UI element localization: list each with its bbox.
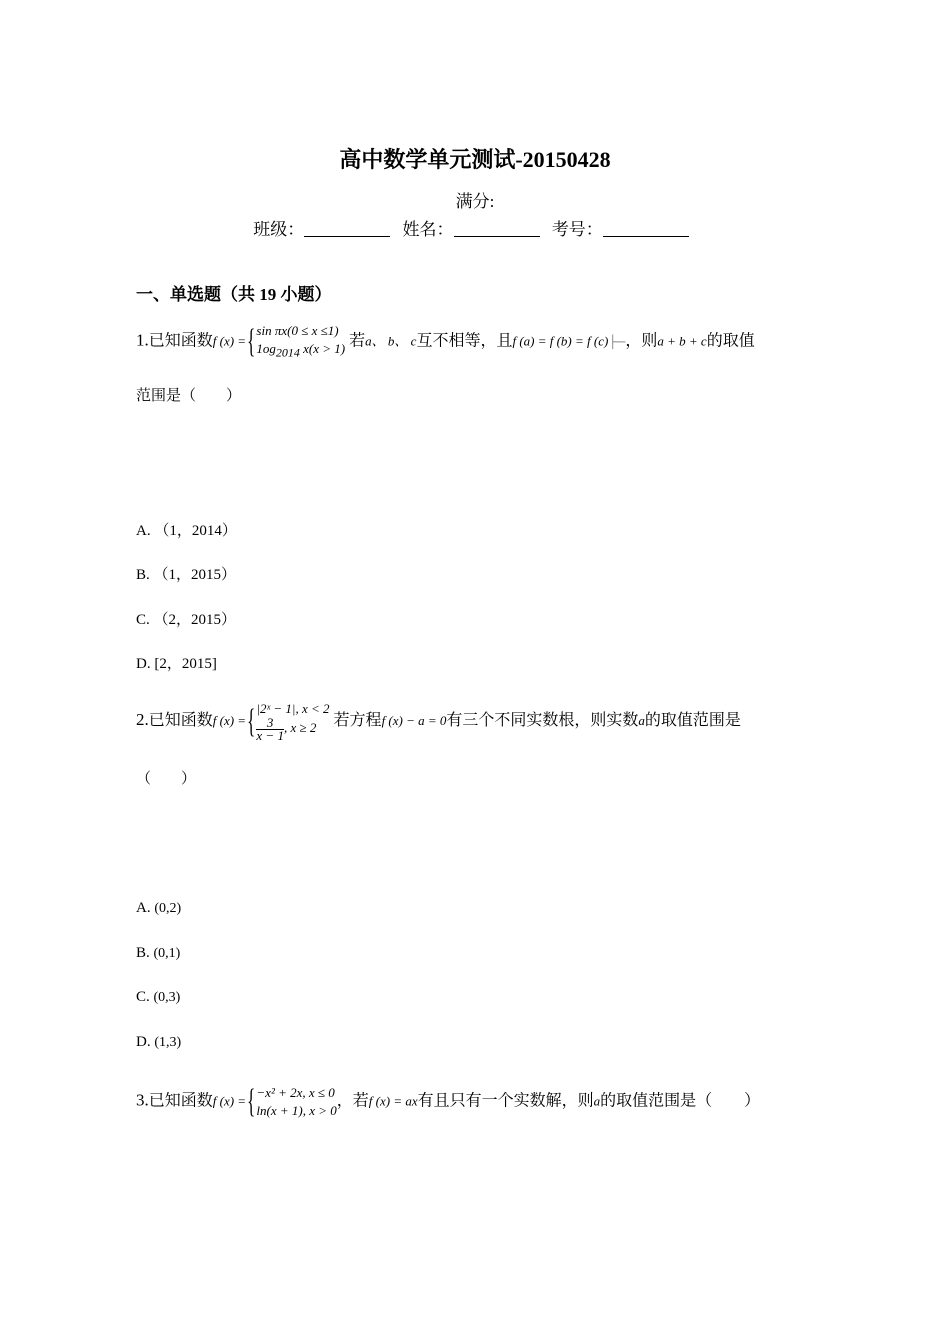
class-blank[interactable] <box>304 220 390 237</box>
question-text: 互不相等，且 <box>416 332 513 350</box>
question-text: 已知函数 <box>148 712 213 730</box>
question-text: 若方程 <box>333 712 382 730</box>
question-2 <box>136 701 741 742</box>
variable: a <box>593 1093 601 1109</box>
piecewise-function: {|2ˣ − 1|, x < 2 $\frac{3}{x - 1}$, x ≥ 2 <box>247 701 330 743</box>
function-name: f (x) = <box>212 713 247 729</box>
question-text: 已知函数 <box>148 1092 213 1110</box>
variables: a、 b、 c <box>365 333 417 349</box>
piece-row-1: |2ˣ − 1|, x < 2 <box>256 701 330 716</box>
q1-option-c[interactable]: C. （2，2015） <box>136 612 237 628</box>
question-1 <box>136 322 755 362</box>
id-label: 考号： <box>551 220 603 239</box>
function-name: f (x) = <box>212 333 247 349</box>
student-info-line <box>0 215 950 240</box>
question-number: 2. <box>136 710 149 730</box>
name-blank[interactable] <box>454 220 540 237</box>
question-text: 的取值范围是 <box>644 712 741 730</box>
question-2-line2: （ ） <box>136 771 197 787</box>
question-text: ，若 <box>336 1092 369 1110</box>
piece-row-2: $1og_{2014}$ x(x > 1) <box>256 341 346 360</box>
piece-row-2: $\frac{3}{x - 1}$, x ≥ 2 <box>256 715 317 743</box>
q1-option-d[interactable]: D. [2，2015] <box>136 656 217 672</box>
question-text: 的取值 <box>706 332 755 350</box>
piece-row-1: sin πx(0 ≤ x ≤1) <box>256 323 339 338</box>
function-name: f (x) = <box>212 1093 247 1109</box>
equation: f (x) = ax <box>368 1093 418 1109</box>
question-text: ，则 <box>625 332 658 350</box>
question-text: 有三个不同实数根，则实数 <box>446 712 639 730</box>
stray-mark: ├─ <box>608 334 626 349</box>
piecewise-function: {−x² + 2x, x ≤ 0 ln(x + 1), x > 0 <box>247 1083 337 1120</box>
question-text: 已知函数 <box>148 332 213 350</box>
section-heading: 一、单选题（共 19 小题） <box>136 285 332 304</box>
q1-option-a[interactable]: A. （1，2014） <box>136 523 237 539</box>
score-label: 满分: <box>455 192 495 211</box>
piecewise-function: {sin πx(0 ≤ x ≤1) $1og_{2014}$ x(x > 1) <box>247 322 346 360</box>
question-1-line2: 范围是（ ） <box>136 388 242 404</box>
q2-option-a[interactable]: A. (0,2) <box>136 900 182 916</box>
question-text: 有且只有一个实数解，则 <box>417 1092 594 1110</box>
question-number: 1. <box>136 330 149 350</box>
q2-option-d[interactable]: D. (1,3) <box>136 1034 182 1050</box>
equation: f (a) = f (b) = f (c) <box>512 333 609 349</box>
id-blank[interactable] <box>603 220 689 237</box>
question-text: 的取值范围是（ ） <box>600 1092 761 1110</box>
variable: a <box>638 713 645 729</box>
class-label: 班级： <box>253 220 305 239</box>
question-text: 若 <box>349 332 366 350</box>
q1-option-b[interactable]: B. （1，2015） <box>136 567 237 583</box>
name-label: 姓名： <box>402 220 454 239</box>
question-3 <box>136 1083 760 1121</box>
question-number: 3. <box>136 1090 149 1110</box>
q2-option-b[interactable]: B. (0,1) <box>136 945 181 961</box>
piece-row-1: −x² + 2x, x ≤ 0 <box>256 1085 335 1100</box>
equation: f (x) − a = 0 <box>381 713 447 729</box>
piece-row-2: ln(x + 1), x > 0 <box>256 1103 337 1118</box>
sum-expression: a + b + c <box>657 333 707 349</box>
q2-option-c[interactable]: C. (0,3) <box>136 989 181 1005</box>
page-title: 高中数学单元测试-20150428 <box>339 147 611 172</box>
